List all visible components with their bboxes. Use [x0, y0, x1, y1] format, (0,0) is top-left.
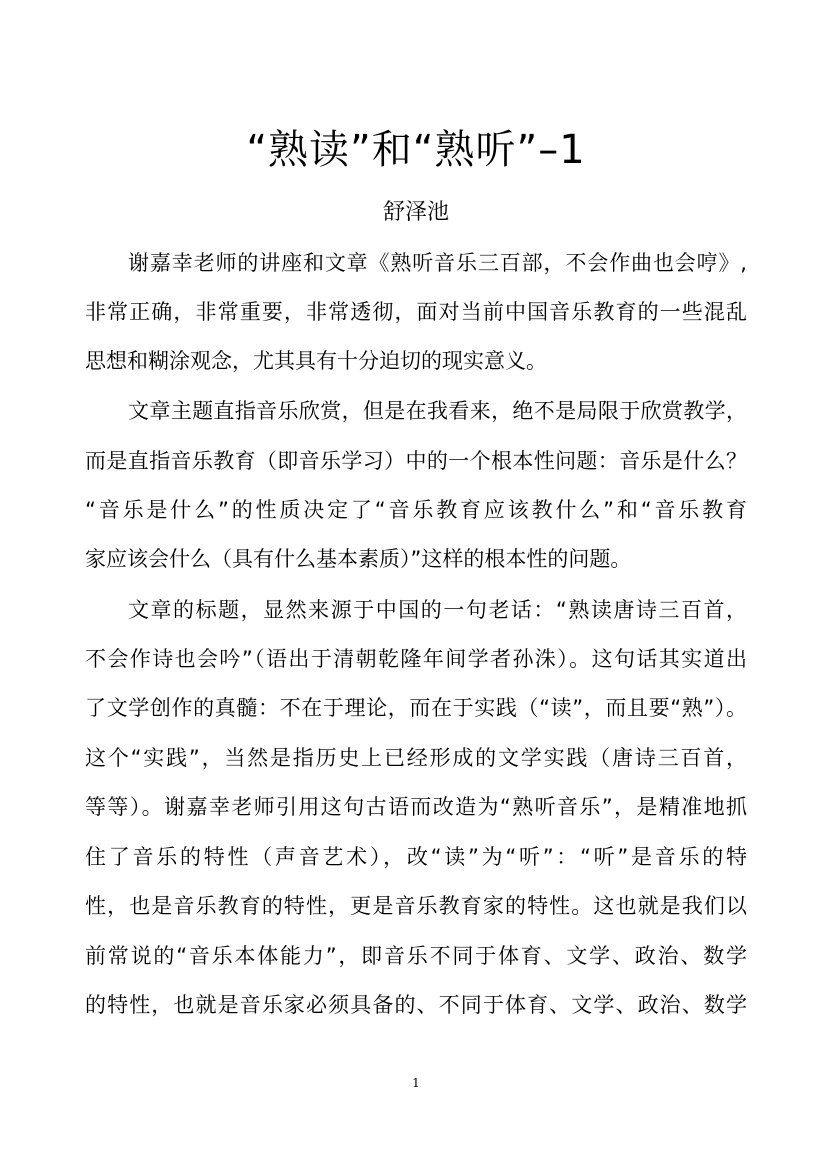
body-line: 谢嘉幸老师的讲座和文章《熟听音乐三百部，不会作曲也会哼》,: [128, 251, 747, 275]
body-line: 家应该会什么（具有什么基本素质）”这样的根本性的问题。: [85, 547, 632, 571]
body-line: 的特性，也就是音乐家必须具备的、不同于体育、文学、政治、数学: [85, 993, 747, 1017]
body-line: “音乐是什么”的性质决定了“音乐教育应该教什么”和“音乐教育: [85, 498, 747, 522]
page-number: 1: [412, 1076, 420, 1090]
body-line: 前常说的“音乐本体能力”，即音乐不同于体育、文学、政治、数学: [85, 944, 747, 968]
document-author: 舒泽池: [382, 200, 449, 225]
body-line: 不会作诗也会吟”（语出于清朝乾隆年间学者孙洙）。这句话其实道出: [85, 647, 747, 671]
body-line: 文章主题直指音乐欣赏，但是在我看来，绝不是局限于欣赏教学，: [128, 399, 747, 423]
body-line: 等等）。谢嘉幸老师引用这句古语而改造为“熟听音乐”，是精准地抓: [85, 795, 747, 819]
body-line: 文章的标题，显然来源于中国的一句老话：“熟读唐诗三百首，: [128, 598, 747, 622]
body-line: 这个“实践”，当然是指历史上已经形成的文学实践（唐诗三百首，: [85, 746, 747, 770]
body-line: 了文学创作的真髓：不在于理论，而在于实践（“读”，而且要“熟”）。: [85, 696, 747, 720]
body-line: 而是直指音乐教育（即音乐学习）中的一个根本性问题：音乐是什么？: [85, 449, 747, 473]
body-line: 非常正确，非常重要，非常透彻，面对当前中国音乐教育的一些混乱: [85, 300, 747, 324]
document-title: “熟读”和“熟听”–1: [246, 127, 586, 173]
body-line: 思想和糊涂观念，尤其具有十分迫切的现实意义。: [85, 349, 547, 373]
body-line: 性，也是音乐教育的特性，更是音乐教育家的特性。这也就是我们以: [85, 894, 747, 918]
body-line: 住了音乐的特性（声音艺术），改“读”为“听”：“听”是音乐的特: [85, 845, 747, 869]
